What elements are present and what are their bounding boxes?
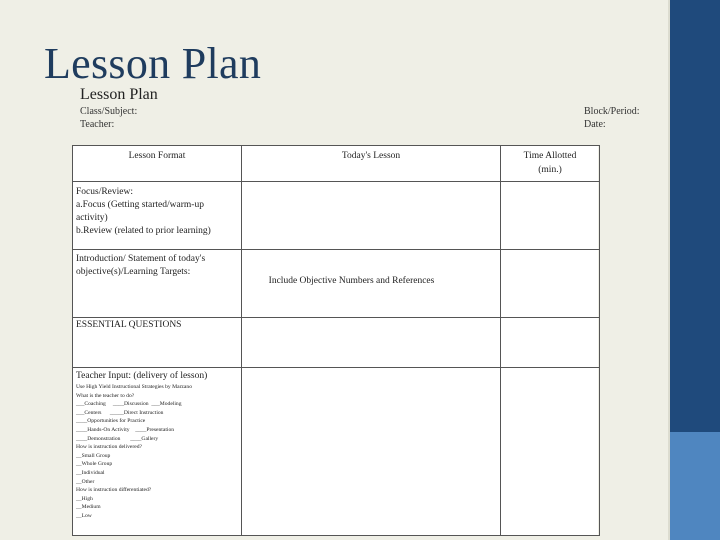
introduction-time-cell[interactable] bbox=[501, 250, 600, 318]
col-todays-lesson: Today's Lesson bbox=[242, 146, 501, 182]
list-item: Use High Yield Instructional Strategies by Marzano bbox=[76, 384, 192, 390]
list-item: __High bbox=[76, 495, 93, 502]
table-row-focus-review bbox=[73, 182, 600, 250]
list-item: ___Coaching ____Discussion ___Modeling bbox=[76, 401, 182, 408]
list-item: How is instruction delivered? bbox=[76, 444, 143, 451]
essential-questions-lesson-cell[interactable] bbox=[242, 318, 501, 368]
list-item: What is the teacher to do? bbox=[76, 392, 135, 399]
focus-item-a: a.Focus (Getting started/warm-up bbox=[76, 200, 204, 210]
col-time-units-label: (min.) bbox=[538, 165, 562, 175]
focus-review-lesson-cell[interactable] bbox=[242, 182, 501, 250]
col-lesson-format: Lesson Format bbox=[73, 146, 242, 182]
list-item: ____Hands-On Activity ____Presentation bbox=[76, 426, 175, 433]
date-label: Date: bbox=[584, 119, 606, 130]
slide-title: Lesson Plan bbox=[44, 39, 262, 88]
teacher-input-time-cell[interactable] bbox=[501, 368, 600, 536]
table-header-row bbox=[73, 146, 600, 182]
table-row-teacher-input bbox=[73, 368, 600, 536]
col-time-allotted-label: Time Allotted bbox=[523, 151, 577, 161]
essential-questions-time-cell[interactable] bbox=[501, 318, 600, 368]
list-item: ____Demonstration ____Gallery bbox=[76, 435, 159, 442]
introduction-label-cont: objective(s)/Learning Targets: bbox=[76, 267, 191, 277]
teacher-input-lesson-cell[interactable] bbox=[242, 368, 501, 536]
teacher-input-cell[interactable] bbox=[73, 368, 242, 536]
essential-questions-label: ESSENTIAL QUESTIONS bbox=[76, 320, 182, 330]
introduction-lesson-cell[interactable] bbox=[242, 250, 501, 318]
list-item: __Medium bbox=[76, 504, 101, 511]
focus-review-time-cell[interactable] bbox=[501, 182, 600, 250]
document-title: Lesson Plan bbox=[80, 86, 158, 103]
focus-item-a-cont: activity) bbox=[76, 213, 108, 223]
block-period-label: Block/Period: bbox=[584, 106, 640, 117]
list-item: __Individual bbox=[76, 469, 105, 476]
teacher-label: Teacher: bbox=[80, 119, 115, 130]
lesson-plan-table bbox=[72, 145, 600, 536]
focus-review-label: Focus/Review: bbox=[76, 187, 133, 197]
side-divider bbox=[668, 0, 670, 540]
list-item: How is instruction differentiated? bbox=[76, 487, 152, 494]
list-item: ____Opportunities for Practice bbox=[76, 418, 146, 425]
list-item: __Small Group bbox=[76, 452, 111, 459]
introduction-label: Introduction/ Statement of today's bbox=[76, 254, 206, 264]
list-item: ___Centers _____Direct Instruction bbox=[76, 409, 164, 416]
teacher-input-details bbox=[76, 383, 239, 521]
table-row-essential-questions bbox=[73, 318, 600, 368]
essential-questions-cell[interactable] bbox=[73, 318, 242, 368]
list-item: __Whole Group bbox=[76, 461, 113, 468]
list-item: __Other bbox=[76, 478, 95, 485]
focus-item-b: b.Review (related to prior learning) bbox=[76, 226, 211, 236]
class-subject-label: Class/Subject: bbox=[80, 106, 138, 117]
side-accent-block bbox=[668, 432, 720, 540]
objective-note: Include Objective Numbers and References bbox=[268, 276, 435, 286]
list-item: __Low bbox=[76, 512, 92, 519]
focus-review-cell[interactable] bbox=[73, 182, 242, 250]
col-time-allotted bbox=[501, 146, 600, 182]
teacher-input-label: Teacher Input: (delivery of lesson) bbox=[76, 371, 208, 381]
table-row-introduction bbox=[73, 250, 600, 318]
